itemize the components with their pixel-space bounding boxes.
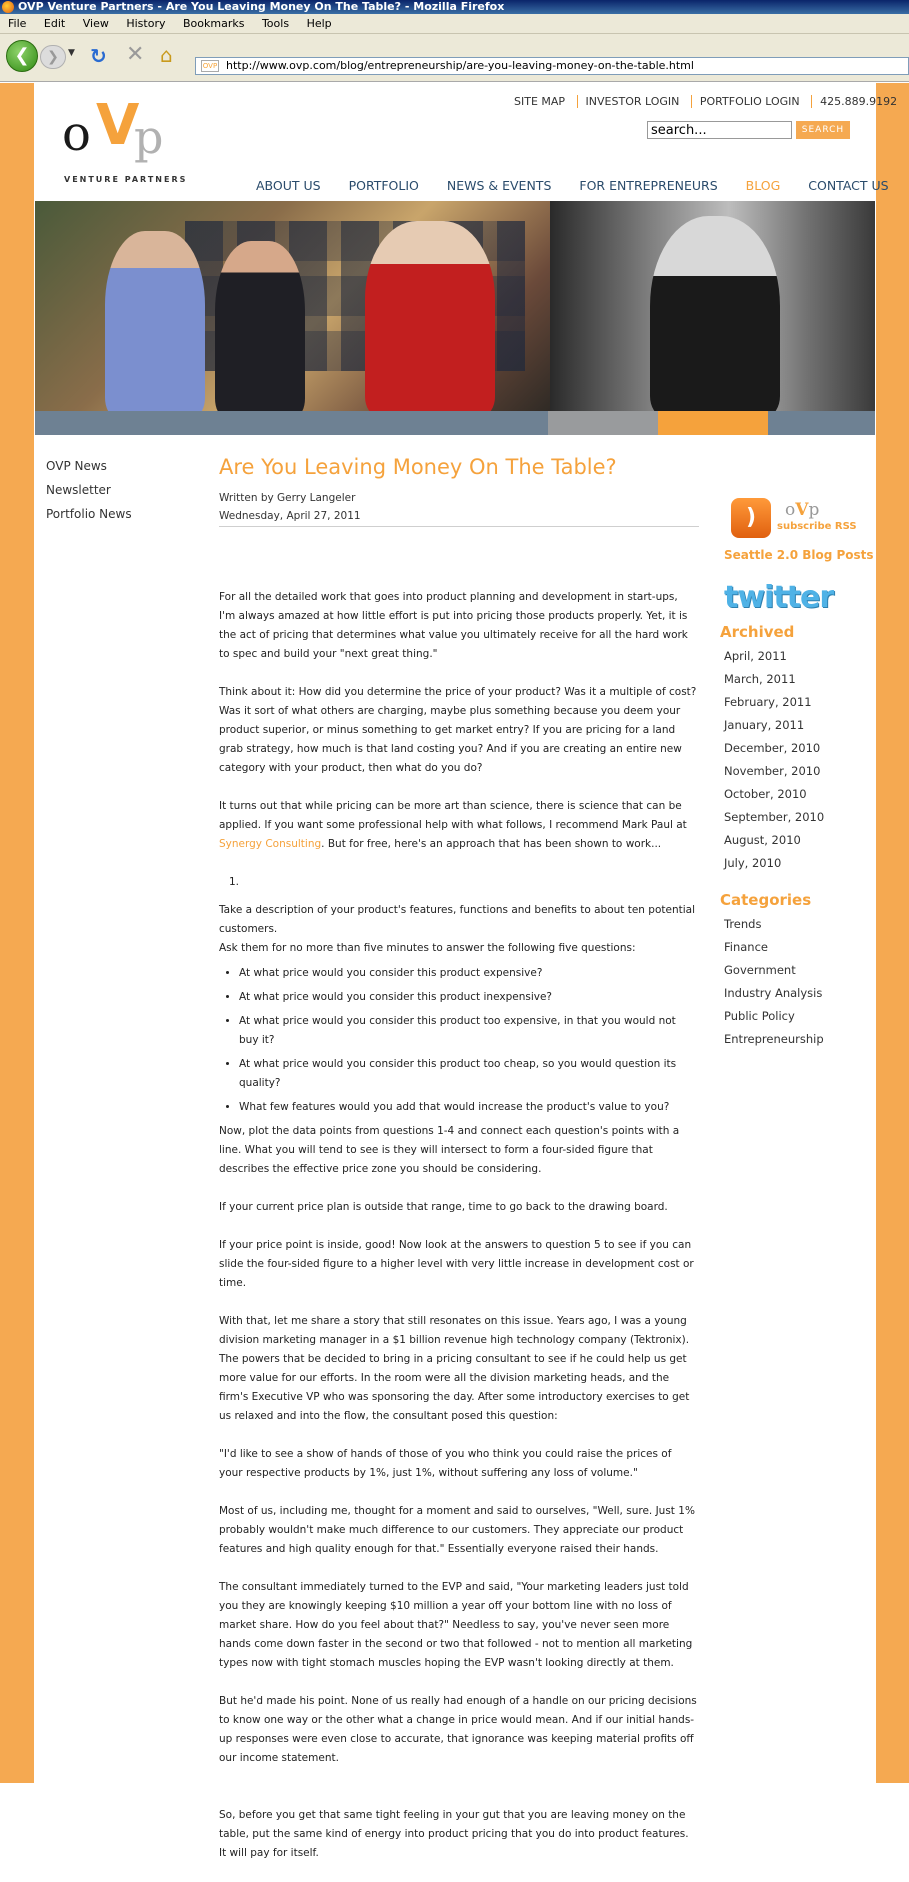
seattle-blog-link[interactable]: Seattle 2.0 Blog Posts (724, 548, 874, 562)
archive-link[interactable]: September, 2010 (724, 810, 825, 824)
menu-history[interactable]: History (126, 17, 166, 30)
archive-link[interactable]: November, 2010 (724, 764, 821, 778)
logo-tagline: VENTURE PARTNERS (64, 175, 188, 184)
nav-news-events[interactable]: NEWS & EVENTS (446, 178, 552, 193)
article-paragraph: Think about it: How did you determine the price of your product? Was it a multiple of cost? Was it sort of what others are charging, maybe plus something because you deem your product superior, or minus something to get market entry? If you are pricing for a land grab strategy, how much is that land costing you? And if you are creating an entire new category with your product, then what do you do? (219, 686, 697, 774)
hero-photo-meeting (35, 201, 550, 411)
article-paragraph: Now, plot the data points from questions 1-4 and connect each question's points with a line. What you will tend to see is they will intersect to form a four-sided figure that describes the effective price zone you should be considering. (219, 1125, 680, 1175)
menu-file[interactable]: File (8, 17, 27, 30)
category-link[interactable]: Public Policy (724, 1009, 795, 1023)
address-bar[interactable] (195, 57, 909, 75)
paragraph-text: It turns out that while pricing can be more art than science, there is science that can be applied. If you want some professional help with what follows, I recommend Mark Paul at (219, 800, 687, 831)
logo-letter-p: p (134, 110, 164, 164)
article-byline (219, 489, 699, 527)
nav-about-us[interactable]: ABOUT US (256, 178, 321, 193)
site-favicon: OVP (202, 62, 218, 70)
nav-contact-us[interactable]: CONTACT US (808, 178, 889, 193)
menu-view[interactable]: View (82, 17, 109, 30)
synergy-consulting-link[interactable]: Synergy Consulting (219, 838, 322, 850)
rss-ovp-logo (785, 500, 819, 520)
archived-heading: Archived (720, 623, 795, 641)
article-title: Are You Leaving Money On The Table? (219, 455, 617, 479)
page-background (0, 83, 909, 1859)
logo-letter-p: p (808, 500, 820, 520)
stop-icon: ✕ (126, 42, 145, 67)
logo-letter-o: o (62, 106, 91, 162)
nav-portfolio[interactable]: PORTFOLIO (348, 178, 419, 193)
nav-blog[interactable]: BLOG (745, 178, 781, 193)
category-link[interactable]: Trends (724, 917, 762, 931)
person-woman-portrait (650, 216, 780, 411)
sidebar-item-ovp-news[interactable]: OVP News (46, 459, 107, 473)
menu-help[interactable]: Help (306, 17, 332, 30)
article-paragraph: Most of us, including me, thought for a moment and said to ourselves, "Well, sure. Just 1% probably wouldn't make much difference to our customers. They appreciate our product features and high quality enough for that." Essentially everyone raised their hands. (219, 1505, 695, 1555)
list-item: • At what price would you consider this product too cheap, so you would question its quality? (239, 1055, 697, 1093)
paragraph-text: . But for free, here's an approach that has been shown to work... (321, 838, 662, 850)
rss-label: subscribe RSS (777, 521, 857, 532)
twitter-logo-link[interactable]: twitter (724, 580, 834, 615)
menu-bookmarks[interactable]: Bookmarks (182, 17, 245, 30)
list-item: • At what price would you consider this product expensive? (239, 964, 697, 983)
dropdown-arrow-icon: ▼ (68, 48, 75, 58)
back-button[interactable] (6, 40, 38, 72)
hero-photo-portrait (550, 201, 875, 411)
archive-link[interactable]: April, 2011 (724, 649, 787, 663)
logo-letter-o: o (785, 500, 796, 520)
article-paragraph: If your current price plan is outside that range, time to go back to the drawing board. (219, 1201, 668, 1213)
ovp-logo[interactable] (62, 93, 176, 164)
investor-login-link[interactable]: INVESTOR LOGIN (577, 95, 688, 108)
article-paragraph: With that, let me share a story that still resonates on this issue. Years ago, I was a young division marketing manager in a $1 billion revenue high technology company (Tektronix). The powers that be decided to bring in a pricing consultant to see if he could help us get more value for our efforts. In the room were all the division marketing heads, and the firm's Executive VP who was sponsoring the day. After some introductory exercises to get us relaxed and into the flow, the consultant posed this question: (219, 1315, 690, 1422)
reload-button[interactable] (90, 44, 107, 68)
category-link[interactable]: Industry Analysis (724, 986, 823, 1000)
archive-link[interactable]: December, 2010 (724, 741, 821, 755)
person-blue-shirt (105, 231, 205, 411)
menu-tools[interactable]: Tools (261, 17, 290, 30)
list-item: • What few features would you add that would increase the product's value to you? (239, 1098, 697, 1117)
article-paragraph: Ask them for no more than five minutes to answer the following five questions: (219, 942, 636, 954)
forward-button[interactable] (40, 45, 66, 69)
rss-icon: ) (731, 498, 771, 538)
article-body (219, 588, 697, 1882)
archive-link[interactable]: February, 2011 (724, 695, 812, 709)
article-paragraph: For all the detailed work that goes into product planning and development in start-ups, I'm always amazed at how little effort is put into pricing those products properly. Yet, it is the act of pricing that determines what value you ultimately receive for all the hard work to spec and build your "next great thing." (219, 591, 688, 660)
article-paragraph: The consultant immediately turned to the EVP and said, "Your marketing leaders just told you they are knowingly keeping $10 million a year off your bottom line with no loss of market share. How do you feel about that?" Needless to say, you've never seen more hands come down faster in the second or two that followed - not to mention all marketing types now with tight stomach muscles hoping the EVP wasn't looking directly at them. (219, 1581, 693, 1669)
left-sidebar (46, 459, 132, 531)
forward-arrow-icon: ❯ (47, 49, 59, 65)
home-icon: ⌂ (160, 43, 173, 67)
search-input[interactable] (647, 121, 792, 139)
category-link[interactable]: Government (724, 963, 796, 977)
article-date: Wednesday, April 27, 2011 (219, 510, 361, 522)
top-links (506, 95, 905, 108)
history-dropdown-button[interactable] (68, 48, 75, 58)
archive-link[interactable]: August, 2010 (724, 833, 801, 847)
menu-bar (0, 14, 909, 34)
decorative-band-orange (658, 411, 768, 435)
article-paragraph: If your price point is inside, good! Now look at the answers to question 5 to see if you can slide the four-sided figure to a higher level with very little increase in development cost or time. (219, 1239, 694, 1289)
archive-link[interactable]: July, 2010 (724, 856, 782, 870)
category-link[interactable]: Entrepreneurship (724, 1032, 824, 1046)
archive-list (724, 649, 824, 879)
person-red-shirt (365, 221, 495, 411)
nav-for-entrepreneurs[interactable]: FOR ENTREPRENEURS (579, 178, 718, 193)
window-title: OVP Venture Partners - Are You Leaving Money On The Table? - Mozilla Firefox (18, 0, 505, 13)
archive-link[interactable]: March, 2011 (724, 672, 796, 686)
archive-link[interactable]: October, 2010 (724, 787, 807, 801)
archive-link[interactable]: January, 2011 (724, 718, 805, 732)
person-woman-dark-suit (215, 241, 305, 411)
sidebar-item-newsletter[interactable]: Newsletter (46, 483, 111, 497)
article-paragraph: So, before you get that same tight feeling in your gut that you are leaving money on the table, put the same kind of energy into product pricing that you do into product features. It will pay for itself. (219, 1809, 689, 1859)
home-button[interactable] (160, 43, 173, 67)
site-map-link[interactable]: SITE MAP (514, 95, 566, 108)
phone-number: 425.889.9192 (811, 95, 905, 108)
decorative-band-gray (548, 411, 658, 435)
article-paragraph (219, 797, 697, 854)
search-button[interactable]: SEARCH (796, 121, 850, 139)
article-paragraph: "I'd like to see a show of hands of those of you who think you could raise the prices of your respective products by 1%, just 1%, without suffering any loss of volume." (219, 1448, 672, 1479)
reload-icon: ↻ (90, 44, 107, 68)
sidebar-item-portfolio-news[interactable]: Portfolio News (46, 507, 132, 521)
stop-button[interactable] (126, 42, 144, 67)
page-content (34, 83, 898, 1859)
logo-letter-v: V (96, 93, 140, 158)
address-url: http://www.ovp.com/blog/entrepreneurship/are-you-leaving-money-on-the-table.html (226, 59, 694, 72)
portfolio-login-link[interactable]: PORTFOLIO LOGIN (691, 95, 808, 108)
main-nav (256, 178, 909, 193)
categories-heading: Categories (720, 891, 812, 909)
list-number: 1. (229, 876, 240, 888)
window-title-bar (0, 0, 909, 14)
article-paragraph: But he'd made his point. None of us really had enough of a handle on our pricing decisions to know one way or the other what a change in price would mean. And if our initial hands-up responses were even close to accurate, that ignorance was keeping material profits off our income statement. (219, 1695, 697, 1764)
numbered-list (219, 873, 697, 892)
article-author: Written by Gerry Langeler (219, 492, 356, 504)
logo-letter-v: V (795, 500, 809, 520)
question-list (219, 964, 697, 1117)
list-item: • At what price would you consider this product inexpensive? (239, 988, 697, 1007)
menu-edit[interactable]: Edit (43, 17, 66, 30)
hero-photo (35, 201, 875, 411)
back-arrow-icon: ❮ (14, 45, 30, 66)
category-link[interactable]: Finance (724, 940, 768, 954)
firefox-icon (2, 1, 14, 13)
category-list (724, 917, 824, 1055)
article-paragraph: Take a description of your product's features, functions and benefits to about ten potential customers. (219, 904, 696, 935)
list-item: • At what price would you consider this product too expensive, in that you would not buy it? (239, 1012, 697, 1050)
